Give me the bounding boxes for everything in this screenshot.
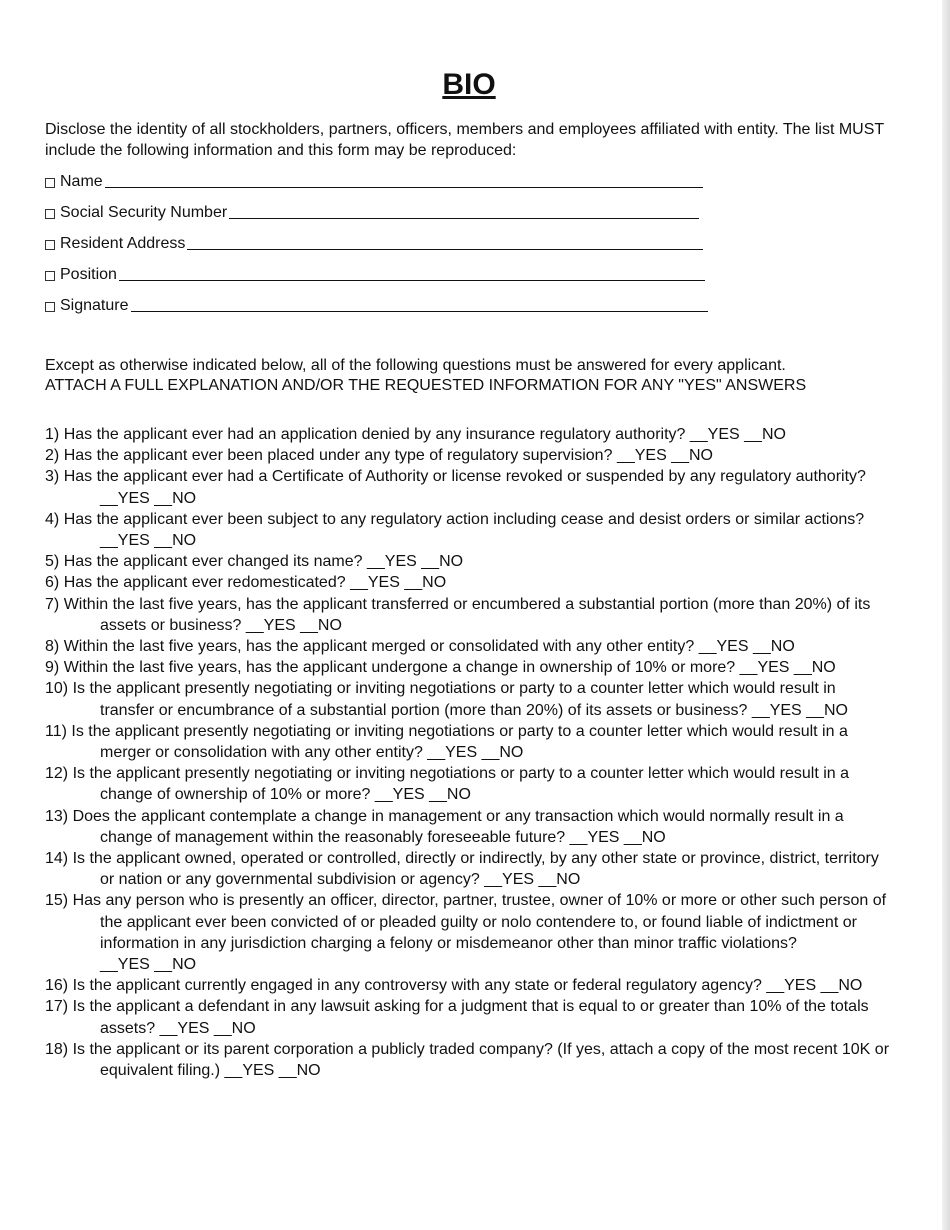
no-blank[interactable]: __NO: [154, 489, 197, 507]
question-10: [45, 678, 890, 720]
question-text: Is the applicant owned, operated or controlled, directly or indirectly, by any other state or province, district, territory or nation or any governmental subdivision or agency?: [72, 850, 879, 889]
question-7: [45, 594, 890, 636]
position-label: Position: [60, 266, 117, 283]
position-line[interactable]: [119, 279, 705, 281]
question-11: [45, 721, 890, 763]
position-checkbox[interactable]: [45, 271, 55, 281]
yes-no-answer: [690, 426, 786, 443]
question-text: Is the applicant presently negotiating or inviting negotiations or party to a counter letter which would result in transfer or encumbrance of a substantial portion (more than 20%) of its assets or business?: [72, 680, 836, 719]
form-title: BIO: [442, 68, 496, 101]
yes-no-answer: [617, 447, 713, 464]
instructions: [45, 356, 890, 396]
question-text: Is the applicant currently engaged in any controversy with any state or federal regulatory agency?: [72, 977, 762, 995]
question-text: Has the applicant ever changed its name?: [63, 553, 363, 571]
question-number: 10): [45, 680, 69, 698]
yes-blank[interactable]: __YES: [367, 553, 417, 571]
no-blank[interactable]: __NO: [793, 659, 836, 677]
question-1: [45, 424, 890, 445]
yes-no-answer: [740, 659, 836, 676]
question-number: 17): [45, 998, 69, 1016]
question-text: Within the last five years, has the applicant merged or consolidated with any other entity?: [63, 638, 695, 656]
question-18: [45, 1039, 890, 1081]
question-number: 13): [45, 807, 69, 825]
question-text: Has the applicant ever had an application denied by any insurance regulatory authority?: [63, 426, 686, 443]
question-text: Has the applicant ever been placed under any type of regulatory supervision?: [63, 447, 613, 465]
yes-no-answer: [100, 532, 196, 549]
question-5: [45, 551, 890, 572]
yes-blank[interactable]: __YES: [350, 574, 400, 592]
question-text: Is the applicant presently negotiating or inviting negotiations or party to a counter letter which would result in a change of ownership of 10% or more?: [72, 765, 850, 804]
instructions-line-1: Except as otherwise indicated below, all of the following questions must be answered for every applicant.: [45, 357, 786, 374]
yes-no-answer: [246, 617, 342, 634]
no-blank[interactable]: __NO: [623, 828, 666, 846]
ssn-label: Social Security Number: [60, 204, 228, 221]
no-blank[interactable]: __NO: [744, 426, 786, 443]
yes-blank[interactable]: __YES: [374, 786, 425, 804]
yes-no-answer: [427, 744, 523, 761]
signature-label: Signature: [60, 297, 129, 314]
yes-blank[interactable]: __YES: [245, 616, 296, 634]
yes-blank[interactable]: __YES: [698, 638, 749, 656]
ssn-line[interactable]: [229, 217, 699, 219]
question-number: 3): [45, 468, 60, 486]
question-number: 18): [45, 1040, 69, 1058]
question-text: Is the applicant a defendant in any lawsuit asking for a judgment that is equal to or greater than 10% of the totals assets?: [72, 998, 869, 1037]
question-8: [45, 636, 890, 657]
page-edge-shadow: [942, 0, 950, 1230]
question-number: 4): [45, 510, 60, 528]
no-blank[interactable]: __NO: [213, 1019, 256, 1037]
question-14: [45, 848, 890, 890]
ssn-checkbox[interactable]: [45, 209, 55, 219]
question-16: [45, 975, 890, 996]
question-12: [45, 763, 890, 805]
question-17: [45, 996, 890, 1038]
question-text: Within the last five years, has the applicant transferred or encumbered a substantial portion (more than 20%) of its assets or business?: [63, 595, 871, 634]
yes-blank[interactable]: __YES: [224, 1062, 275, 1080]
question-number: 7): [45, 595, 60, 613]
question-4: [45, 509, 890, 551]
address-label: Resident Address: [60, 235, 186, 252]
question-text: Has the applicant ever redomesticated?: [63, 574, 346, 592]
yes-no-answer: [375, 786, 471, 803]
yes-no-answer: [484, 871, 580, 888]
question-13: [45, 806, 890, 848]
no-blank[interactable]: __NO: [671, 447, 713, 465]
no-blank[interactable]: __NO: [538, 871, 581, 889]
position-field[interactable]: [45, 264, 705, 284]
name-checkbox[interactable]: [45, 178, 55, 188]
question-number: 2): [45, 447, 60, 465]
question-number: 11): [45, 722, 67, 740]
yes-blank[interactable]: __YES: [159, 1019, 210, 1037]
question-text: Within the last five years, has the applicant undergone a change in ownership of 10% or more?: [63, 659, 736, 677]
yes-no-answer: [225, 1062, 321, 1079]
signature-line[interactable]: [131, 310, 709, 312]
question-3: [45, 466, 890, 508]
question-text: Has any person who is presently an officer, director, partner, trustee, owner of 10% or more or other such person of the applicant ever been convicted of or pleaded guilty or nolo contendere to, or found liable of indictment or information in any jurisdiction charging a felony or misdemeanor other than minor traffic violations?: [72, 892, 887, 952]
yes-blank[interactable]: __YES: [689, 426, 740, 443]
question-15: [45, 890, 890, 975]
yes-no-answer: [367, 553, 463, 570]
address-line[interactable]: [187, 248, 703, 250]
yes-blank[interactable]: __YES: [616, 447, 667, 465]
no-blank[interactable]: __NO: [806, 701, 848, 719]
address-checkbox[interactable]: [45, 240, 55, 250]
question-text: Does the applicant contemplate a change in management or any transaction which would normally result in a change of management within the reasonably foreseeable future?: [72, 807, 844, 846]
question-list: [45, 424, 890, 1081]
yes-no-answer: [699, 638, 795, 655]
yes-blank[interactable]: __YES: [569, 828, 620, 846]
question-6: [45, 572, 890, 593]
no-blank[interactable]: __NO: [154, 956, 197, 974]
name-line[interactable]: [105, 186, 703, 188]
yes-no-answer: [752, 702, 848, 719]
yes-no-answer: [100, 956, 196, 973]
question-number: 12): [45, 765, 69, 783]
yes-blank[interactable]: __YES: [100, 489, 150, 507]
yes-blank[interactable]: __YES: [751, 701, 802, 719]
question-number: 14): [45, 850, 69, 868]
yes-blank[interactable]: __YES: [766, 977, 817, 995]
no-blank[interactable]: __NO: [421, 553, 464, 571]
question-2: [45, 445, 890, 466]
question-number: 5): [45, 553, 60, 571]
question-text: Has the applicant ever had a Certificate of Authority or license revoked or suspended by any regulatory authority?: [63, 468, 866, 486]
yes-blank[interactable]: __YES: [100, 532, 150, 550]
address-field[interactable]: [45, 233, 703, 253]
instructions-line-2: ATTACH A FULL EXPLANATION AND/OR THE REQUESTED INFORMATION FOR ANY "YES" ANSWERS: [45, 377, 807, 394]
yes-blank[interactable]: __YES: [427, 744, 478, 762]
question-number: 1): [45, 426, 60, 443]
question-number: 15): [45, 892, 69, 910]
no-blank[interactable]: __NO: [429, 786, 471, 804]
no-blank[interactable]: __NO: [154, 532, 197, 550]
no-blank[interactable]: __NO: [300, 616, 342, 634]
yes-no-answer: [100, 490, 196, 507]
name-field[interactable]: [45, 171, 703, 191]
no-blank[interactable]: __NO: [278, 1062, 321, 1080]
yes-blank[interactable]: __YES: [100, 956, 150, 974]
yes-no-answer: [350, 574, 446, 591]
no-blank[interactable]: __NO: [481, 744, 524, 762]
question-text: Is the applicant or its parent corporation a publicly traded company? (If yes, attach a copy of the most recent 10K or equivalent filing.): [72, 1040, 890, 1080]
question-number: 6): [45, 574, 60, 592]
signature-field[interactable]: [45, 295, 708, 315]
question-number: 9): [45, 659, 60, 677]
yes-no-answer: [766, 977, 862, 994]
yes-blank[interactable]: __YES: [739, 659, 790, 677]
no-blank[interactable]: __NO: [752, 638, 795, 656]
question-9: [45, 657, 890, 678]
question-number: 8): [45, 638, 60, 656]
question-number: 16): [45, 977, 69, 995]
name-label: Name: [60, 173, 103, 190]
ssn-field[interactable]: [45, 202, 699, 222]
yes-no-answer: [160, 1020, 256, 1037]
no-blank[interactable]: __NO: [404, 574, 447, 592]
form-intro: Disclose the identity of all stockholders, partners, officers, members and employees affiliated with entity. The list MUST include the following information and this form may be reproduced:: [45, 121, 884, 159]
yes-no-answer: [570, 829, 666, 846]
question-text: Has the applicant ever been subject to any regulatory action including cease and desist orders or similar actions?: [63, 510, 865, 528]
signature-checkbox[interactable]: [45, 302, 55, 312]
no-blank[interactable]: __NO: [820, 977, 863, 995]
yes-blank[interactable]: __YES: [484, 871, 535, 889]
question-text: Is the applicant presently negotiating or inviting negotiations or party to a counter letter which would result in a merger or consolidation with any other entity?: [71, 722, 848, 762]
